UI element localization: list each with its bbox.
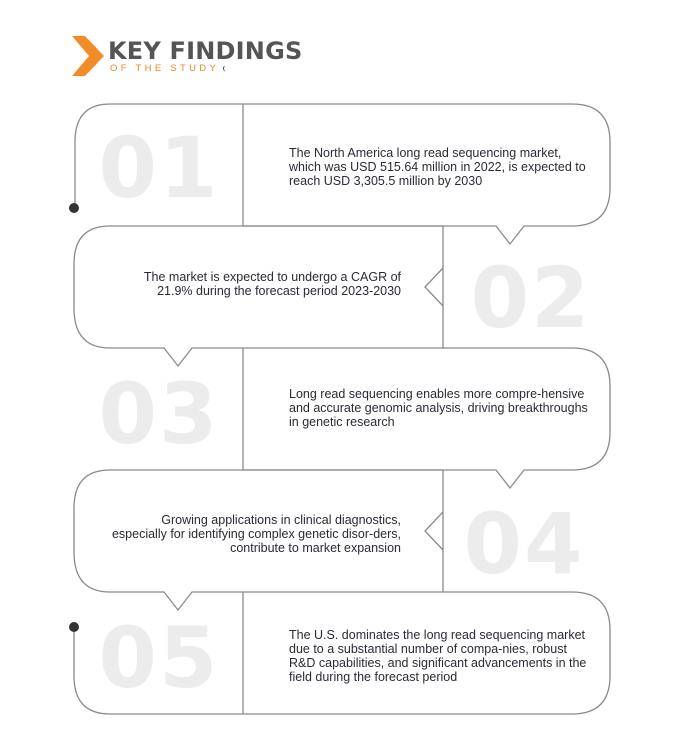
finding-text-03: Long read sequencing enables more compre-hensive and accurate genomic analysis, driving breakthroughs in genetic research	[289, 387, 588, 429]
page-title: KEY FINDINGS	[108, 37, 303, 65]
finding-text-01: The North America long read sequencing market, which was USD 515.64 million in 2022, is expected to reach USD 3,305.5 million by 2030	[289, 146, 586, 188]
finding-text-04: Growing applications in clinical diagnostics, especially for identifying complex genetic disor-ders, contribute to market expansion	[111, 513, 401, 555]
finding-number-03: 03	[98, 365, 220, 463]
finding-number-02: 02	[470, 249, 592, 347]
end-dot	[69, 622, 79, 632]
finding-number-04: 04	[463, 495, 585, 593]
page-subtitle: OF THE STUDY	[110, 63, 220, 74]
finding-text-05: The U.S. dominates the long read sequencing market due to a substantial number of compa-nies, robust R&D capabilities, and significant advancements in the field during the forecast period	[289, 628, 587, 684]
finding-number-01: 01	[98, 119, 220, 217]
start-dot	[69, 203, 79, 213]
finding-number-05: 05	[98, 609, 220, 707]
finding-text-02: The market is expected to undergo a CAGR of 21.9% during the forecast period 2023-2030	[143, 270, 401, 298]
